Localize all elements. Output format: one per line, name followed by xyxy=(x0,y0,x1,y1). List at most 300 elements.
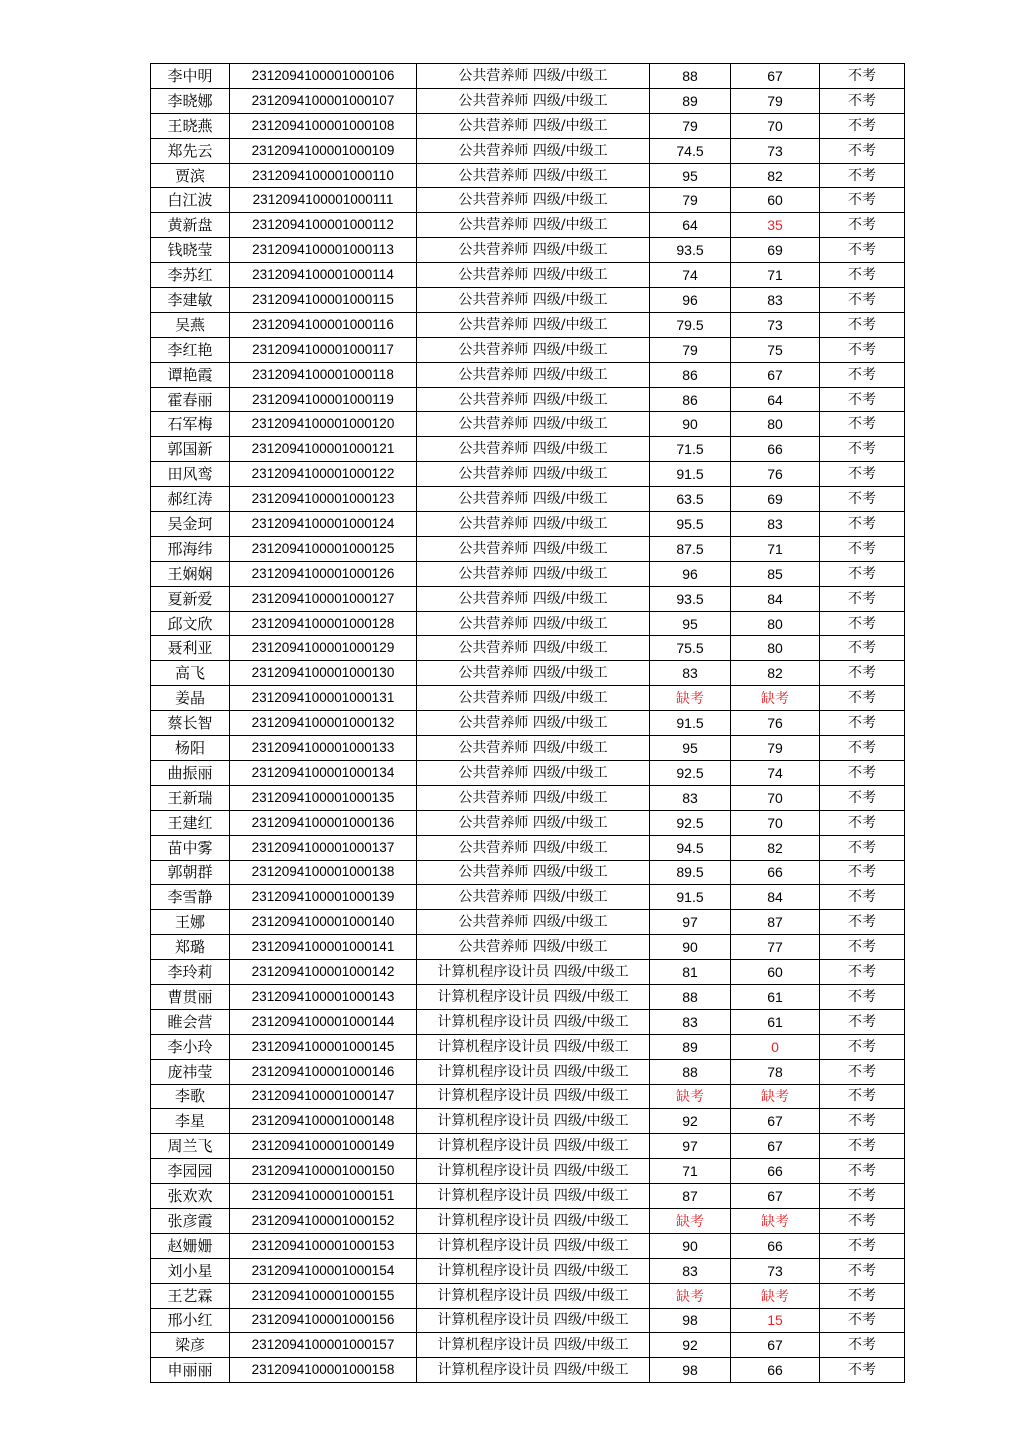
status-cell: 不考 xyxy=(820,1034,905,1059)
candidate-name-cell: 邢小红 xyxy=(151,1308,230,1333)
theory-score-cell: 92 xyxy=(650,1109,731,1134)
table-row xyxy=(151,138,905,163)
skill-score-cell: 83 xyxy=(731,512,820,537)
occupation-level-cell: 计算机程序设计员 四级/中级工 xyxy=(417,1308,650,1333)
table-row xyxy=(151,1258,905,1283)
skill-score-cell: 缺考 xyxy=(731,1283,820,1308)
theory-score-cell: 93.5 xyxy=(650,238,731,263)
candidate-name-cell: 李建敏 xyxy=(151,288,230,313)
status-cell: 不考 xyxy=(820,1109,905,1134)
status-cell: 不考 xyxy=(820,337,905,362)
ticket-number-cell: 2312094100001000130 xyxy=(230,661,417,686)
theory-score-cell: 88 xyxy=(650,64,731,89)
skill-score-cell: 80 xyxy=(731,636,820,661)
status-cell: 不考 xyxy=(820,885,905,910)
theory-score-cell: 89 xyxy=(650,1034,731,1059)
table-row xyxy=(151,1358,905,1383)
theory-score-cell: 94.5 xyxy=(650,835,731,860)
skill-score-cell: 69 xyxy=(731,487,820,512)
status-cell: 不考 xyxy=(820,188,905,213)
status-cell: 不考 xyxy=(820,138,905,163)
occupation-level-cell: 公共营养师 四级/中级工 xyxy=(417,611,650,636)
occupation-level-cell: 公共营养师 四级/中级工 xyxy=(417,860,650,885)
status-cell: 不考 xyxy=(820,1159,905,1184)
ticket-number-cell: 2312094100001000127 xyxy=(230,586,417,611)
skill-score-cell: 61 xyxy=(731,1009,820,1034)
table-row xyxy=(151,885,905,910)
ticket-number-cell: 2312094100001000145 xyxy=(230,1034,417,1059)
theory-score-cell: 64 xyxy=(650,213,731,238)
theory-score-cell: 79.5 xyxy=(650,312,731,337)
ticket-number-cell: 2312094100001000112 xyxy=(230,213,417,238)
status-cell: 不考 xyxy=(820,1333,905,1358)
status-cell: 不考 xyxy=(820,1208,905,1233)
skill-score-cell: 69 xyxy=(731,238,820,263)
status-cell: 不考 xyxy=(820,910,905,935)
occupation-level-cell: 公共营养师 四级/中级工 xyxy=(417,412,650,437)
skill-score-cell: 73 xyxy=(731,1258,820,1283)
status-cell: 不考 xyxy=(820,263,905,288)
theory-score-cell: 74 xyxy=(650,263,731,288)
table-row xyxy=(151,1159,905,1184)
ticket-number-cell: 2312094100001000139 xyxy=(230,885,417,910)
occupation-level-cell: 公共营养师 四级/中级工 xyxy=(417,113,650,138)
status-cell: 不考 xyxy=(820,1009,905,1034)
skill-score-cell: 79 xyxy=(731,736,820,761)
candidate-name-cell: 邱文欣 xyxy=(151,611,230,636)
skill-score-cell: 67 xyxy=(731,1134,820,1159)
candidate-name-cell: 田风鸾 xyxy=(151,462,230,487)
ticket-number-cell: 2312094100001000142 xyxy=(230,960,417,985)
candidate-name-cell: 邢海纬 xyxy=(151,536,230,561)
skill-score-cell: 75 xyxy=(731,337,820,362)
occupation-level-cell: 公共营养师 四级/中级工 xyxy=(417,835,650,860)
skill-score-cell: 67 xyxy=(731,1184,820,1209)
occupation-level-cell: 公共营养师 四级/中级工 xyxy=(417,288,650,313)
ticket-number-cell: 2312094100001000123 xyxy=(230,487,417,512)
occupation-level-cell: 计算机程序设计员 四级/中级工 xyxy=(417,1034,650,1059)
skill-score-cell: 77 xyxy=(731,935,820,960)
ticket-number-cell: 2312094100001000119 xyxy=(230,387,417,412)
table-row xyxy=(151,1308,905,1333)
skill-score-cell: 70 xyxy=(731,113,820,138)
status-cell: 不考 xyxy=(820,412,905,437)
skill-score-cell: 73 xyxy=(731,312,820,337)
ticket-number-cell: 2312094100001000158 xyxy=(230,1358,417,1383)
theory-score-cell: 缺考 xyxy=(650,1084,731,1109)
occupation-level-cell: 公共营养师 四级/中级工 xyxy=(417,263,650,288)
candidate-name-cell: 杨阳 xyxy=(151,736,230,761)
theory-score-cell: 63.5 xyxy=(650,487,731,512)
theory-score-cell: 89 xyxy=(650,88,731,113)
occupation-level-cell: 计算机程序设计员 四级/中级工 xyxy=(417,1258,650,1283)
theory-score-cell: 89.5 xyxy=(650,860,731,885)
skill-score-cell: 82 xyxy=(731,163,820,188)
skill-score-cell: 84 xyxy=(731,885,820,910)
ticket-number-cell: 2312094100001000133 xyxy=(230,736,417,761)
skill-score-cell: 87 xyxy=(731,910,820,935)
score-table-body xyxy=(151,64,905,1383)
skill-score-cell: 60 xyxy=(731,960,820,985)
ticket-number-cell: 2312094100001000111 xyxy=(230,188,417,213)
skill-score-cell: 66 xyxy=(731,1233,820,1258)
skill-score-cell: 67 xyxy=(731,362,820,387)
occupation-level-cell: 公共营养师 四级/中级工 xyxy=(417,487,650,512)
skill-score-cell: 66 xyxy=(731,1358,820,1383)
theory-score-cell: 88 xyxy=(650,984,731,1009)
theory-score-cell: 91.5 xyxy=(650,462,731,487)
occupation-level-cell: 计算机程序设计员 四级/中级工 xyxy=(417,984,650,1009)
table-row xyxy=(151,163,905,188)
occupation-level-cell: 公共营养师 四级/中级工 xyxy=(417,586,650,611)
status-cell: 不考 xyxy=(820,88,905,113)
occupation-level-cell: 公共营养师 四级/中级工 xyxy=(417,910,650,935)
theory-score-cell: 98 xyxy=(650,1358,731,1383)
ticket-number-cell: 2312094100001000114 xyxy=(230,263,417,288)
status-cell: 不考 xyxy=(820,935,905,960)
occupation-level-cell: 计算机程序设计员 四级/中级工 xyxy=(417,1009,650,1034)
theory-score-cell: 79 xyxy=(650,113,731,138)
candidate-name-cell: 蔡长智 xyxy=(151,711,230,736)
candidate-name-cell: 吴燕 xyxy=(151,312,230,337)
ticket-number-cell: 2312094100001000151 xyxy=(230,1184,417,1209)
status-cell: 不考 xyxy=(820,1283,905,1308)
skill-score-cell: 82 xyxy=(731,661,820,686)
candidate-name-cell: 刘小星 xyxy=(151,1258,230,1283)
table-row xyxy=(151,1084,905,1109)
theory-score-cell: 92.5 xyxy=(650,760,731,785)
candidate-name-cell: 李红艳 xyxy=(151,337,230,362)
skill-score-cell: 64 xyxy=(731,387,820,412)
candidate-name-cell: 李园园 xyxy=(151,1159,230,1184)
candidate-name-cell: 李星 xyxy=(151,1109,230,1134)
occupation-level-cell: 公共营养师 四级/中级工 xyxy=(417,536,650,561)
table-row xyxy=(151,1034,905,1059)
candidate-name-cell: 贾滨 xyxy=(151,163,230,188)
ticket-number-cell: 2312094100001000144 xyxy=(230,1009,417,1034)
table-row xyxy=(151,64,905,89)
ticket-number-cell: 2312094100001000150 xyxy=(230,1159,417,1184)
occupation-level-cell: 公共营养师 四级/中级工 xyxy=(417,810,650,835)
theory-score-cell: 97 xyxy=(650,910,731,935)
ticket-number-cell: 2312094100001000132 xyxy=(230,711,417,736)
candidate-name-cell: 王晓燕 xyxy=(151,113,230,138)
candidate-name-cell: 李小玲 xyxy=(151,1034,230,1059)
status-cell: 不考 xyxy=(820,686,905,711)
ticket-number-cell: 2312094100001000157 xyxy=(230,1333,417,1358)
occupation-level-cell: 公共营养师 四级/中级工 xyxy=(417,512,650,537)
table-row xyxy=(151,1109,905,1134)
candidate-name-cell: 曹贯丽 xyxy=(151,984,230,1009)
ticket-number-cell: 2312094100001000124 xyxy=(230,512,417,537)
skill-score-cell: 85 xyxy=(731,561,820,586)
status-cell: 不考 xyxy=(820,636,905,661)
theory-score-cell: 83 xyxy=(650,785,731,810)
ticket-number-cell: 2312094100001000121 xyxy=(230,437,417,462)
theory-score-cell: 91.5 xyxy=(650,885,731,910)
candidate-name-cell: 郭国新 xyxy=(151,437,230,462)
score-table xyxy=(150,63,905,1383)
table-row xyxy=(151,263,905,288)
status-cell: 不考 xyxy=(820,586,905,611)
candidate-name-cell: 霍春丽 xyxy=(151,387,230,412)
status-cell: 不考 xyxy=(820,487,905,512)
ticket-number-cell: 2312094100001000129 xyxy=(230,636,417,661)
status-cell: 不考 xyxy=(820,860,905,885)
occupation-level-cell: 计算机程序设计员 四级/中级工 xyxy=(417,1233,650,1258)
status-cell: 不考 xyxy=(820,462,905,487)
table-row xyxy=(151,1134,905,1159)
status-cell: 不考 xyxy=(820,960,905,985)
occupation-level-cell: 公共营养师 四级/中级工 xyxy=(417,736,650,761)
skill-score-cell: 15 xyxy=(731,1308,820,1333)
status-cell: 不考 xyxy=(820,238,905,263)
theory-score-cell: 79 xyxy=(650,188,731,213)
status-cell: 不考 xyxy=(820,288,905,313)
theory-score-cell: 83 xyxy=(650,1009,731,1034)
table-row xyxy=(151,1208,905,1233)
occupation-level-cell: 计算机程序设计员 四级/中级工 xyxy=(417,1283,650,1308)
occupation-level-cell: 公共营养师 四级/中级工 xyxy=(417,362,650,387)
theory-score-cell: 71 xyxy=(650,1159,731,1184)
status-cell: 不考 xyxy=(820,711,905,736)
ticket-number-cell: 2312094100001000122 xyxy=(230,462,417,487)
status-cell: 不考 xyxy=(820,984,905,1009)
theory-score-cell: 缺考 xyxy=(650,1208,731,1233)
table-row xyxy=(151,437,905,462)
occupation-level-cell: 计算机程序设计员 四级/中级工 xyxy=(417,1134,650,1159)
skill-score-cell: 缺考 xyxy=(731,1084,820,1109)
candidate-name-cell: 夏新爱 xyxy=(151,586,230,611)
ticket-number-cell: 2312094100001000156 xyxy=(230,1308,417,1333)
occupation-level-cell: 计算机程序设计员 四级/中级工 xyxy=(417,960,650,985)
skill-score-cell: 缺考 xyxy=(731,1208,820,1233)
table-row xyxy=(151,636,905,661)
candidate-name-cell: 王建红 xyxy=(151,810,230,835)
occupation-level-cell: 公共营养师 四级/中级工 xyxy=(417,462,650,487)
skill-score-cell: 71 xyxy=(731,536,820,561)
skill-score-cell: 67 xyxy=(731,1109,820,1134)
candidate-name-cell: 谭艳霞 xyxy=(151,362,230,387)
candidate-name-cell: 李雪静 xyxy=(151,885,230,910)
occupation-level-cell: 计算机程序设计员 四级/中级工 xyxy=(417,1208,650,1233)
ticket-number-cell: 2312094100001000120 xyxy=(230,412,417,437)
skill-score-cell: 70 xyxy=(731,810,820,835)
occupation-level-cell: 公共营养师 四级/中级工 xyxy=(417,64,650,89)
candidate-name-cell: 郝红涛 xyxy=(151,487,230,512)
status-cell: 不考 xyxy=(820,312,905,337)
table-row xyxy=(151,960,905,985)
table-row xyxy=(151,1233,905,1258)
status-cell: 不考 xyxy=(820,1233,905,1258)
occupation-level-cell: 计算机程序设计员 四级/中级工 xyxy=(417,1184,650,1209)
status-cell: 不考 xyxy=(820,64,905,89)
skill-score-cell: 35 xyxy=(731,213,820,238)
ticket-number-cell: 2312094100001000109 xyxy=(230,138,417,163)
status-cell: 不考 xyxy=(820,536,905,561)
candidate-name-cell: 高飞 xyxy=(151,661,230,686)
status-cell: 不考 xyxy=(820,1308,905,1333)
candidate-name-cell: 李歌 xyxy=(151,1084,230,1109)
occupation-level-cell: 计算机程序设计员 四级/中级工 xyxy=(417,1059,650,1084)
candidate-name-cell: 郭朝群 xyxy=(151,860,230,885)
occupation-level-cell: 公共营养师 四级/中级工 xyxy=(417,885,650,910)
table-row xyxy=(151,113,905,138)
status-cell: 不考 xyxy=(820,760,905,785)
status-cell: 不考 xyxy=(820,1184,905,1209)
table-row xyxy=(151,412,905,437)
occupation-level-cell: 计算机程序设计员 四级/中级工 xyxy=(417,1358,650,1383)
candidate-name-cell: 张彦霞 xyxy=(151,1208,230,1233)
status-cell: 不考 xyxy=(820,1358,905,1383)
table-row xyxy=(151,561,905,586)
ticket-number-cell: 2312094100001000125 xyxy=(230,536,417,561)
status-cell: 不考 xyxy=(820,785,905,810)
candidate-name-cell: 睢会营 xyxy=(151,1009,230,1034)
table-row xyxy=(151,1059,905,1084)
skill-score-cell: 71 xyxy=(731,263,820,288)
ticket-number-cell: 2312094100001000110 xyxy=(230,163,417,188)
occupation-level-cell: 公共营养师 四级/中级工 xyxy=(417,138,650,163)
table-row xyxy=(151,188,905,213)
table-row xyxy=(151,536,905,561)
theory-score-cell: 83 xyxy=(650,661,731,686)
status-cell: 不考 xyxy=(820,810,905,835)
table-row xyxy=(151,512,905,537)
ticket-number-cell: 2312094100001000131 xyxy=(230,686,417,711)
table-row xyxy=(151,910,905,935)
table-row xyxy=(151,387,905,412)
table-row xyxy=(151,1009,905,1034)
ticket-number-cell: 2312094100001000115 xyxy=(230,288,417,313)
occupation-level-cell: 公共营养师 四级/中级工 xyxy=(417,337,650,362)
occupation-level-cell: 公共营养师 四级/中级工 xyxy=(417,238,650,263)
table-row xyxy=(151,238,905,263)
skill-score-cell: 67 xyxy=(731,1333,820,1358)
status-cell: 不考 xyxy=(820,661,905,686)
ticket-number-cell: 2312094100001000116 xyxy=(230,312,417,337)
ticket-number-cell: 2312094100001000135 xyxy=(230,785,417,810)
occupation-level-cell: 计算机程序设计员 四级/中级工 xyxy=(417,1159,650,1184)
theory-score-cell: 缺考 xyxy=(650,686,731,711)
candidate-name-cell: 聂利亚 xyxy=(151,636,230,661)
candidate-name-cell: 周兰飞 xyxy=(151,1134,230,1159)
candidate-name-cell: 李中明 xyxy=(151,64,230,89)
table-row xyxy=(151,213,905,238)
status-cell: 不考 xyxy=(820,213,905,238)
candidate-name-cell: 赵姗姗 xyxy=(151,1233,230,1258)
theory-score-cell: 88 xyxy=(650,1059,731,1084)
theory-score-cell: 74.5 xyxy=(650,138,731,163)
skill-score-cell: 66 xyxy=(731,1159,820,1184)
status-cell: 不考 xyxy=(820,1258,905,1283)
status-cell: 不考 xyxy=(820,835,905,860)
table-row xyxy=(151,312,905,337)
theory-score-cell: 91.5 xyxy=(650,711,731,736)
candidate-name-cell: 王新瑞 xyxy=(151,785,230,810)
skill-score-cell: 60 xyxy=(731,188,820,213)
skill-score-cell: 61 xyxy=(731,984,820,1009)
skill-score-cell: 76 xyxy=(731,711,820,736)
table-row xyxy=(151,1283,905,1308)
skill-score-cell: 82 xyxy=(731,835,820,860)
status-cell: 不考 xyxy=(820,362,905,387)
skill-score-cell: 84 xyxy=(731,586,820,611)
candidate-name-cell: 王艺霖 xyxy=(151,1283,230,1308)
theory-score-cell: 96 xyxy=(650,288,731,313)
status-cell: 不考 xyxy=(820,1059,905,1084)
status-cell: 不考 xyxy=(820,1084,905,1109)
theory-score-cell: 95 xyxy=(650,611,731,636)
ticket-number-cell: 2312094100001000138 xyxy=(230,860,417,885)
theory-score-cell: 81 xyxy=(650,960,731,985)
ticket-number-cell: 2312094100001000136 xyxy=(230,810,417,835)
ticket-number-cell: 2312094100001000141 xyxy=(230,935,417,960)
theory-score-cell: 缺考 xyxy=(650,1283,731,1308)
theory-score-cell: 95.5 xyxy=(650,512,731,537)
skill-score-cell: 73 xyxy=(731,138,820,163)
ticket-number-cell: 2312094100001000155 xyxy=(230,1283,417,1308)
table-row xyxy=(151,611,905,636)
candidate-name-cell: 郑先云 xyxy=(151,138,230,163)
theory-score-cell: 93.5 xyxy=(650,586,731,611)
theory-score-cell: 97 xyxy=(650,1134,731,1159)
skill-score-cell: 0 xyxy=(731,1034,820,1059)
table-row xyxy=(151,810,905,835)
table-row xyxy=(151,288,905,313)
status-cell: 不考 xyxy=(820,561,905,586)
theory-score-cell: 90 xyxy=(650,935,731,960)
skill-score-cell: 80 xyxy=(731,412,820,437)
skill-score-cell: 66 xyxy=(731,860,820,885)
table-row xyxy=(151,984,905,1009)
occupation-level-cell: 公共营养师 四级/中级工 xyxy=(417,711,650,736)
theory-score-cell: 86 xyxy=(650,362,731,387)
occupation-level-cell: 公共营养师 四级/中级工 xyxy=(417,661,650,686)
ticket-number-cell: 2312094100001000118 xyxy=(230,362,417,387)
candidate-name-cell: 李晓娜 xyxy=(151,88,230,113)
theory-score-cell: 75.5 xyxy=(650,636,731,661)
theory-score-cell: 90 xyxy=(650,412,731,437)
theory-score-cell: 96 xyxy=(650,561,731,586)
ticket-number-cell: 2312094100001000128 xyxy=(230,611,417,636)
status-cell: 不考 xyxy=(820,736,905,761)
table-row xyxy=(151,711,905,736)
theory-score-cell: 92.5 xyxy=(650,810,731,835)
table-row xyxy=(151,88,905,113)
ticket-number-cell: 2312094100001000152 xyxy=(230,1208,417,1233)
table-row xyxy=(151,362,905,387)
skill-score-cell: 74 xyxy=(731,760,820,785)
candidate-name-cell: 黄新盘 xyxy=(151,213,230,238)
candidate-name-cell: 庞祎莹 xyxy=(151,1059,230,1084)
ticket-number-cell: 2312094100001000134 xyxy=(230,760,417,785)
candidate-name-cell: 王娜 xyxy=(151,910,230,935)
skill-score-cell: 缺考 xyxy=(731,686,820,711)
occupation-level-cell: 公共营养师 四级/中级工 xyxy=(417,437,650,462)
ticket-number-cell: 2312094100001000149 xyxy=(230,1134,417,1159)
occupation-level-cell: 公共营养师 四级/中级工 xyxy=(417,88,650,113)
theory-score-cell: 83 xyxy=(650,1258,731,1283)
candidate-name-cell: 石军梅 xyxy=(151,412,230,437)
occupation-level-cell: 计算机程序设计员 四级/中级工 xyxy=(417,1084,650,1109)
ticket-number-cell: 2312094100001000140 xyxy=(230,910,417,935)
status-cell: 不考 xyxy=(820,1134,905,1159)
ticket-number-cell: 2312094100001000126 xyxy=(230,561,417,586)
occupation-level-cell: 公共营养师 四级/中级工 xyxy=(417,213,650,238)
occupation-level-cell: 公共营养师 四级/中级工 xyxy=(417,636,650,661)
candidate-name-cell: 梁彦 xyxy=(151,1333,230,1358)
